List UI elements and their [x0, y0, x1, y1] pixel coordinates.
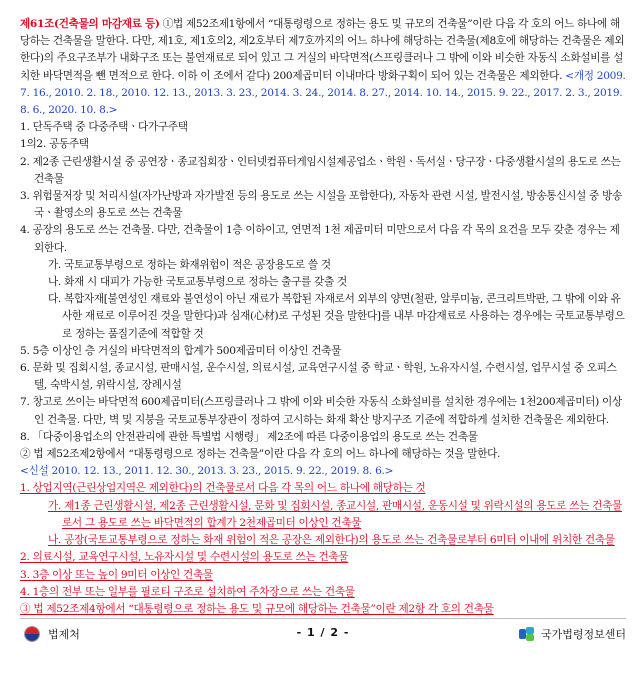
list-item: 5. 5층 이상인 층 거실의 바닥면적의 합계가 500제곱미터 이상인 건축물 [20, 344, 342, 357]
amendment-note-2: <신설 2010. 12. 13., 2011. 12. 30., 2013. 3. 23., 2015. 9. 22., 2019. 8. 6.> [20, 465, 394, 478]
footer-divider [20, 618, 626, 619]
sub-list-item: 다. 복합자재[불연성인 재료와 불연성이 아닌 재료가 복합된 자재로서 외부의 양면(철판, 알루미늄, 콘크리트박판, 그 밖에 이와 유사한 재료로 이루어진 것을 말한다)과 심재(心材)로 구성된 것을 말한다]를 내부 마감재료로 사용하는 경우에는 국토교통부령으로 정하는 품질기준에 적합할 것 [48, 293, 625, 340]
page-footer [20, 626, 626, 646]
article-body [20, 16, 626, 618]
new-sub-list-item: 나. 공장(국토교통부령으로 정하는 화재 위험이 적은 공장은 제외한다)의 용도로 쓰는 건축물로부터 6미터 이내에 위치한 건축물 [48, 534, 615, 547]
amendment-note-1: <개정 2009. 7. 16., 2010. 2. 18., 2010. 12. 13., 2013. 3. 23., 2014. 3. 24., 2014. 8. 27., 2014. 10. 14., 2015. 9. 22., 2017. 2. 3., 2019. 8. 6., 2020. 10. 8.> [20, 69, 626, 117]
footer-source: 국가법령정보센터 [540, 628, 626, 641]
article-intro [20, 16, 626, 119]
footer-right [519, 626, 626, 642]
list-item: 6. 문화 및 집회시설, 종교시설, 판매시설, 운수시설, 의료시설, 교육연구시설 중 학교ㆍ학원, 노유자시설, 수련시설, 업무시설 중 오피스텔, 숙박시설, 위락시설, 장례시설 [20, 362, 617, 392]
list-item: 3. 위험물저장 및 처리시설(자가난방과 자가발전 등의 용도로 쓰는 시설을 포함한다), 자동차 관련 시설, 발전시설, 방송통신시설 중 방송국ㆍ촬영소의 용도로 쓰는 건축물 [20, 190, 622, 220]
new-list-item: 2. 의료시설, 교육연구시설, 노유자시설 및 수련시설의 용도로 쓰는 건축물 [20, 551, 349, 564]
paragraph-2: ② 법 제52조제2항에서 “대통령령으로 정하는 건축물”이란 다음 각 호의 어느 하나에 해당하는 것을 말한다. [20, 448, 501, 461]
sub-list-item: 나. 화재 시 대피가 가능한 국토교통부령으로 정하는 출구를 갖출 것 [48, 276, 347, 289]
list-item: 1. 단독주택 중 다중주택ㆍ다가구주택 [20, 121, 188, 134]
list-item: 7. 창고로 쓰이는 바닥면적 600제곱미터(스프링클러나 그 밖에 이와 비슷한 자동식 소화설비를 설치한 경우에는 1천200제곱미터) 이상인 건축물. 다만, 벽 및 지붕을 국토교통부장관이 정하여 고시하는 화재 확산 방지구조 기준에 적합하게 설치한 건축물은 제외한다. [20, 396, 622, 426]
footer-publisher: 법제처 [48, 628, 80, 641]
list-item: 1의2. 공동주택 [20, 138, 89, 151]
new-list-item: 3. 3층 이상 또는 높이 9미터 이상인 건축물 [20, 568, 213, 581]
new-list-item: 1. 상업지역(근린상업지역은 제외한다)의 건축물로서 다음 각 목의 어느 하나에 해당하는 것 [20, 482, 426, 495]
new-paragraph-3: ③ 법 제52조제4항에서 “대통령령으로 정하는 용도 및 규모에 해당하는 건축물”이란 제2항 각 호의 건축물 [20, 602, 494, 615]
new-sub-list-item: 가. 제1종 근린생활시설, 제2종 근린생활시설, 문화 및 집회시설, 종교시설, 판매시설, 운동시설 및 위락시설의 용도로 쓰는 건축물로서 그 용도로 쓰는 바닥면적의 합계가 2천제곱미터 이상인 건축물 [48, 499, 622, 529]
list-item: 8. 「다중이용업소의 안전관리에 관한 특별법 시행령」 제2조에 따른 다중이용업의 용도로 쓰는 건축물 [20, 430, 478, 443]
law-center-logo-icon [519, 627, 535, 641]
new-list-item: 4. 1층의 전부 또는 일부를 필로티 구조로 설치하여 주차장으로 쓰는 건축물 [20, 585, 355, 598]
list-item: 4. 공장의 용도로 쓰는 건축물. 다만, 건축물이 1층 이하이고, 연면적 1천 제곱미터 미만으로서 다음 각 목의 요건을 모두 갖춘 경우는 제외한다. [20, 224, 620, 254]
article-heading: 제61조(건축물의 마감재료 등) [20, 18, 160, 30]
page-number: - 1 / 2 - [296, 626, 350, 639]
sub-list-item: 가. 국토교통부령으로 정하는 화재위험이 적은 공장용도로 쓸 것 [48, 258, 331, 271]
list-item: 2. 제2종 근린생활시설 중 공연장ㆍ종교집회장ㆍ인터넷컴퓨터게임시설제공업소ㆍ학원ㆍ독서실ㆍ당구장ㆍ다중생활시설의 용도로 쓰는 건축물 [20, 155, 621, 185]
article-intro-text: ①법 제52조제1항에서 “대통령령으로 정하는 용도 및 규모의 건축물”이란 다음 각 호의 어느 하나에 해당하는 건축물을 말한다. 다만, 제1호, 제1호의2, 제2호부터 제7호까지의 어느 하나에 해당하는 건축물(제8호에 해당하는 건축물은 제외한다)의 주요구조부가 내화구조 또는 불연재료로 되어 있고 그 거실의 바닥면적(스프링클러나 그 밖에 이와 비슷한 자동식 소화설비를 설치한 바닥면적을 뺀 면적으로 한다. 이하 이 조에서 같다) 200제곱미터 이내마다 방화구획이 되어 있는 건축물은 제외한다. [20, 18, 625, 82]
